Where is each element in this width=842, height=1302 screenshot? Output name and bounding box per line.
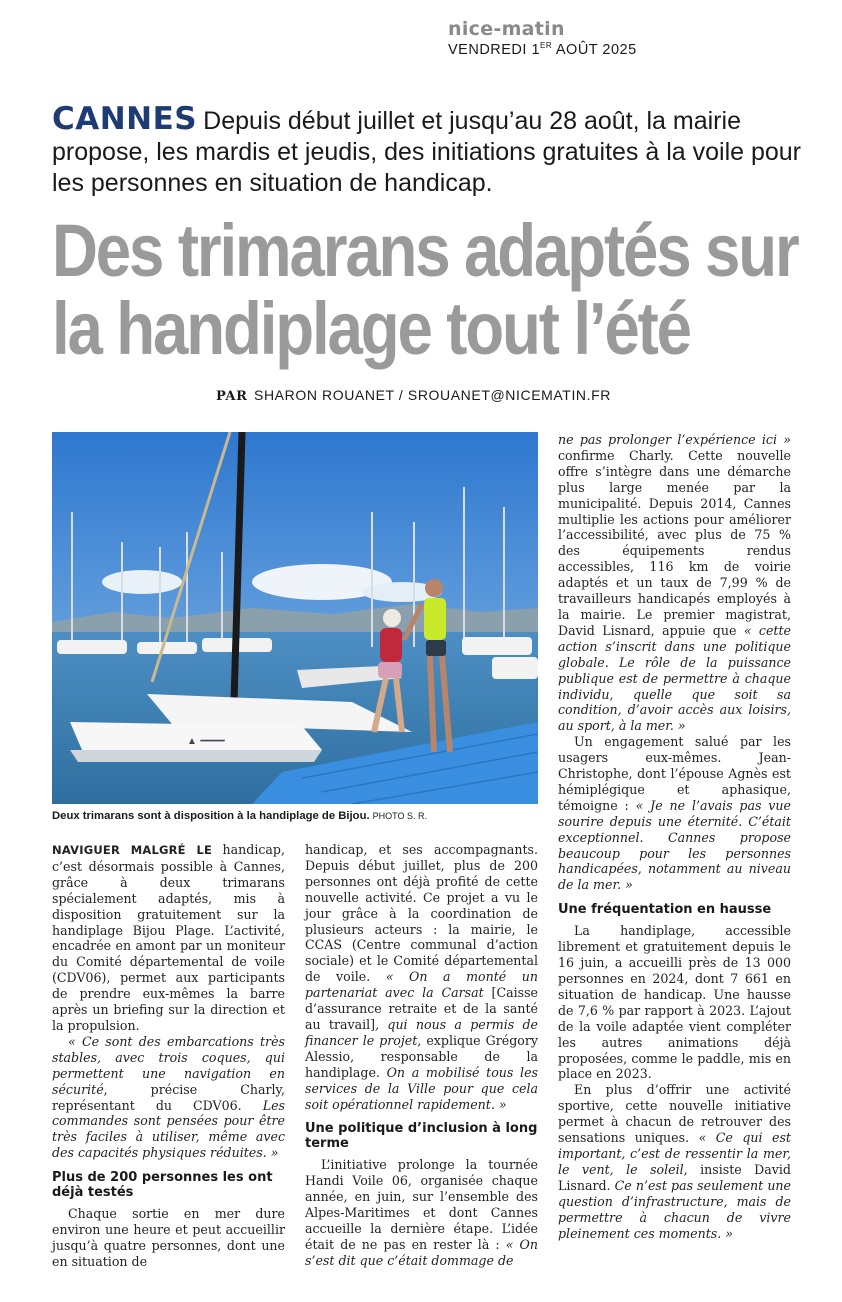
- paragraph: « Ce sont des embarcations très stables, avec trois coques, qui permettent une navigation en sécurité, précise Charly, représentant du CDV06. Les commandes sont pensées pour être très faciles à utiliser, même avec des capacités physiques réduites. »: [52, 1033, 285, 1161]
- subheading: Une politique d’inclusion à long terme: [305, 1121, 538, 1152]
- city-label: CANNES: [52, 101, 198, 137]
- paragraph: En plus d’offrir une activité sportive, cette nouvelle initiative permet à chacun de retrouver des sensations uniques. « Ce qui est important, c’est de ressentir la mer, le vent, le soleil, insiste David Lisnard. Ce n’est pas seulement une question d’infrastructure, mais de permettre à chacun de vivre pleinement ces moments. »: [558, 1082, 791, 1241]
- paragraph: Chaque sortie en mer dure environ une heure et peut accueillir jusqu’à quatre personnes, dont une en situation de: [52, 1206, 285, 1269]
- paragraph: L’initiative prolonge la tournée Handi Voile 06, organisée chaque année, en juin, sur l’ensemble des Alpes-Maritimes et dont Cannes accueille la dernière étape. L’idée était de ne pas en rester là : « On s’est dit que c’était dommage de: [305, 1157, 538, 1268]
- caption-text: Deux trimarans sont à disposition à la handiplage de Bijou.: [52, 810, 370, 822]
- article-headline: [52, 209, 798, 370]
- paragraph: NAVIGUER MALGRÉ LE handicap, c’est désormais possible à Cannes, grâce à deux trimarans spécialement adaptés, mis à disposition gratuitement sur la handiplage Bijou Plage. L’activité, encadrée en amont par un moniteur du Comité départemental de voile (CDV06), permet aux participants de prendre eux-mêmes la barre après un briefing sur la direction et la propulsion.: [52, 842, 286, 1033]
- article-photo: [52, 432, 538, 804]
- paragraph: ne pas prolonger l’expérience ici » confirme Charly. Cette nouvelle offre s’intègre dans une démarche plus large menée par la municipalité. Depuis 2014, Cannes multiplie les actions pour améliorer l’accessibilité, avec plus de 75 % des équipements rendus accessibles, 116 km de voirie adaptés et un taux de 7,99 % de travailleurs handicapés employés à la mairie. Le premier magistrat, David Lisnard, appuie que « cette action s’inscrit dans une politique globale. Le rôle de la puissance publique est de permettre à chaque individu, quelle que soit sa condition, d’avoir accès aux loisirs, au sport, à la mer. »: [558, 432, 791, 734]
- article-kicker: [52, 101, 802, 199]
- svg-text:▲ ━━━━: ▲ ━━━━: [187, 736, 224, 747]
- byline-author: SHARON ROUANET / SROUANET@NICEMATIN.FR: [254, 387, 611, 403]
- trimaran-photo-illustration: [52, 432, 538, 804]
- article-column-1: [52, 842, 285, 1270]
- subheading: Une fréquentation en hausse: [558, 902, 772, 918]
- byline: [216, 387, 611, 404]
- article-column-3: [558, 432, 791, 1241]
- paragraph: handicap, et ses accompagnants. Depuis début juillet, plus de 200 personnes ont déjà profité de cette nouvelle activité. Ce projet a vu le jour grâce à la coordination de plusieurs acteurs : la mairie, le CCAS (Centre communal d’action sociale) et le Comité départemental de voile. « On a monté un partenariat avec la Carsat [Caisse d’assurance retraite et de la santé au travail], qui nous a permis de financer le projet, explique Grégory Alessio, responsable de la handiplage. On a mobilisé tous les services de la Ville pour que cela soit opérationnel rapidement. »: [305, 842, 538, 1112]
- issue-date: VENDREDI 1ER AOÛT 2025: [448, 41, 637, 58]
- headline-line-2: la handiplage tout l’été: [52, 287, 690, 370]
- photo-credit: PHOTO S. R.: [372, 811, 427, 821]
- masthead: [448, 18, 637, 58]
- newspaper-brand: nice-matin: [448, 18, 565, 40]
- paragraph: Un engagement salué par les usagers eux-mêmes. Jean-Christophe, dont l’épouse Agnès est hémiplégique et aphasique, témoigne : « Je ne l’avais pas vue sourire depuis une éternité. C’était exceptionnel. Cannes propose beaucoup pour les personnes handicapées, notamment au niveau de la mer. »: [558, 734, 791, 893]
- paragraph: La handiplage, accessible librement et gratuitement depuis le 16 juin, a accueilli près de 13 000 personnes en 2024, dont 7 661 en situation de handicap. Une hausse de 7,6 % par rapport à 2023. L’ajout de la voile adaptée vient compléter les autres animations déjà proposées, comme le paddle, mis en place en 2023.: [558, 923, 791, 1082]
- headline-line-1: Des trimarans adaptés sur: [52, 209, 798, 292]
- article-column-2: [305, 842, 538, 1269]
- photo-caption: [52, 810, 538, 822]
- lead-in: NAVIGUER MALGRÉ LE: [52, 843, 213, 857]
- byline-par: PAR: [216, 389, 248, 404]
- kicker-text: Depuis début juillet et jusqu’au 28 août, la mairie propose, les mardis et jeudis, des initiations gratuites à la voile pour les personnes en situation de handicap.: [52, 107, 802, 197]
- subheading: Plus de 200 personnes les ont déjà testés: [52, 1170, 273, 1201]
